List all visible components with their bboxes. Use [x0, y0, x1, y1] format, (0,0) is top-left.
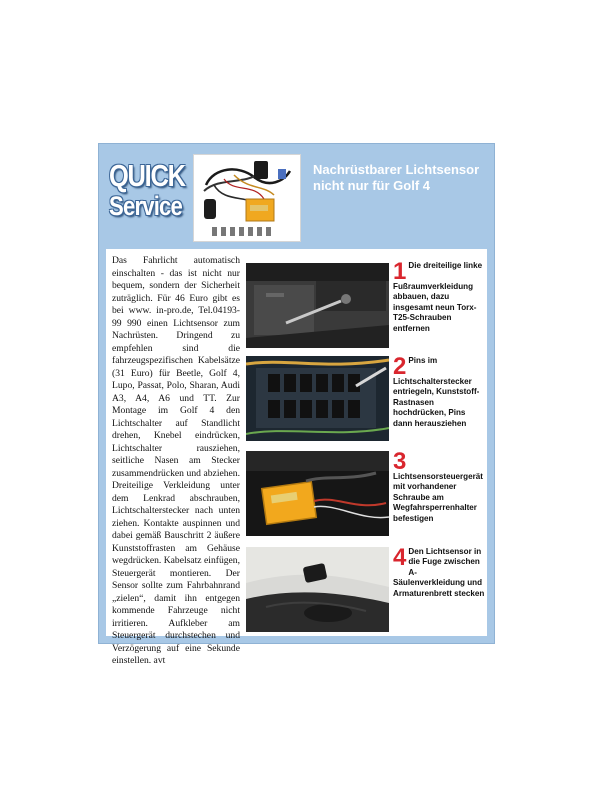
step-3-description: Lichtsensorsteuergerät mit vorhandener Schraube am Wegfahrsperrenhalter befestigen	[393, 472, 483, 523]
step-4-text	[393, 544, 485, 599]
step-1-number: 1	[393, 258, 407, 285]
step-3-photo	[246, 451, 389, 536]
logo-line-2: Service	[109, 191, 183, 221]
article-content	[106, 249, 487, 666]
step-2-number: 2	[393, 353, 407, 380]
step-4-photo	[246, 547, 389, 632]
quick-service-logo	[109, 160, 191, 220]
step-2-photo	[246, 356, 389, 441]
article-body: Das Fahrlicht automatisch einschalten - das ist nicht nur bequem, sondern der Sicherheit zuträglich. Für 46 Euro gibt es bei www. in-pro.de, Tel.04193-99 990 einen Lichtsensor zum Nachrüsten. Dringend zu empfehlen sind die fahrzeugspezifischen Kabelsätze (31 Euro) für Beetle, Golf 4, Lupo, Passat, Polo, Sharan, Audi A3, A4, A6 und TT. Zur Montage im Golf 4 den Lichtschalter auf Standlicht drehen, Knebel eindrücken, Lichtschalter rausziehen, seitliche Nasen am Stecker zusammendrücken und abziehen. Dreiteilige Verkleidung unter dem Lenkrad abschrauben, Lichtschalterstecker nach unten ziehen. Kontakte auspinnen und dabei gemäß Bauschritt 2 äußere Kunststoffrasten am Gehäuse wegdrücken. Kabelsatz einfügen, Steuergerät montieren. Der Sensor sollte zum Fahrbahnrand „zielen“, damit ihn entgegen kommende Fahrzeuge nicht irritieren. Aufkleber am Steuergerät durchstechen und Verzögerung auf eine Sekunde einstellen. avt	[112, 255, 240, 666]
step-2-description: Pins im Lichtschalterstecker entriegeln, Kunststoff-Rastnasen hochdrücken, Pins dann herausziehen	[393, 356, 480, 428]
step-1-text	[393, 258, 485, 334]
step-3-number: 3	[393, 448, 407, 475]
wiring-harness-image	[194, 155, 300, 241]
step-1-photo	[246, 263, 389, 348]
headline: Nachrüstbarer Lichtsensor nicht nur für Golf 4	[313, 162, 480, 193]
step-4-number: 4	[393, 544, 407, 571]
quick-service-box	[98, 143, 495, 666]
header	[99, 144, 494, 244]
product-photo	[193, 154, 301, 242]
step-2-text	[393, 353, 485, 429]
step-3-text	[393, 448, 485, 524]
step-1-description: Die dreiteilige linke Fußraumverkleidung abbauen, dazu insgesamt neun Torx-T25-Schrauben entfernen	[393, 261, 483, 333]
step-4-description: Den Lichtsensor in die Fuge zwischen A-Säulenverkleidung und Armaturenbrett stecken	[393, 547, 485, 598]
logo-line-1: QUICK	[109, 158, 185, 193]
